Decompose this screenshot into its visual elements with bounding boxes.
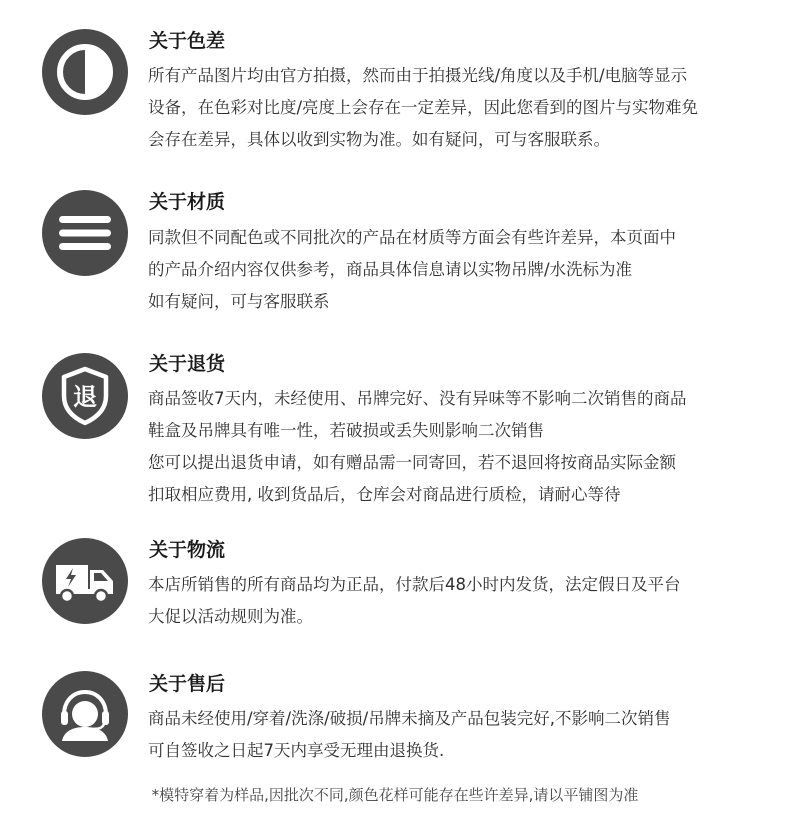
body-line: 商品未经使用/穿着/洗涤/破损/吊牌未摘及产品包装完好,不影响二次销售 [148,709,671,728]
section-body [148,703,768,767]
body-line: 商品签收7天内，未经使用、吊牌完好、没有异味等不影响二次销售的商品 [148,389,687,408]
section-title: 关于色差 [149,30,226,52]
section-body [148,383,768,511]
section-title: 关于材质 [149,191,226,213]
body-line: 的产品介绍内容仅供参考，商品具体信息请以实物吊牌/水洗标为准 [148,260,633,279]
menu-lines-icon [42,190,128,276]
body-line: 扣取相应费用, 收到货品后，仓库会对商品进行质检，请耐心等待 [148,485,621,504]
body-line: 设备，在色彩对比度/亮度上会存在一定差异，因此您看到的图片与实物难免 [148,98,699,117]
body-line: 如有疑问，可与客服联系 [148,292,330,311]
return-shield-icon [42,353,128,439]
footnote: *模特穿着为样品,因批次不同,颜色花样可能存在些许差异,请以平铺图为准 [151,786,639,804]
section-body [148,569,768,633]
body-line: 所有产品图片均由官方拍摄，然而由于拍摄光线/角度以及手机/电脑等显示 [148,66,688,85]
contrast-half-circle-icon [42,29,128,115]
section-title: 关于退货 [149,353,226,375]
body-line: 会存在差异，具体以收到实物为准。如有疑问，可与客服联系。 [148,130,610,149]
section-title: 关于售后 [149,673,226,695]
body-line: 大促以活动规则为准。 [148,607,313,626]
body-line: 同款但不同配色或不同批次的产品在材质等方面会有些许差异，本页面中 [148,228,676,247]
body-line: 可自签收之日起7天内享受无理由退换货. [148,741,445,760]
section-body [148,60,768,156]
section-body [148,222,768,318]
customer-service-headset-icon [42,671,128,757]
shield-glyph: 退 [73,383,97,411]
delivery-truck-icon [42,538,128,624]
section-title: 关于物流 [149,539,226,561]
body-line: 您可以提出退货申请，如有赠品需一同寄回，若不退回将按商品实际金额 [148,453,676,472]
body-line: 鞋盒及吊牌具有唯一性，若破损或丢失则影响二次销售 [148,421,544,440]
body-line: 本店所销售的所有商品均为正品，付款后48小时内发货，法定假日及平台 [148,575,681,594]
